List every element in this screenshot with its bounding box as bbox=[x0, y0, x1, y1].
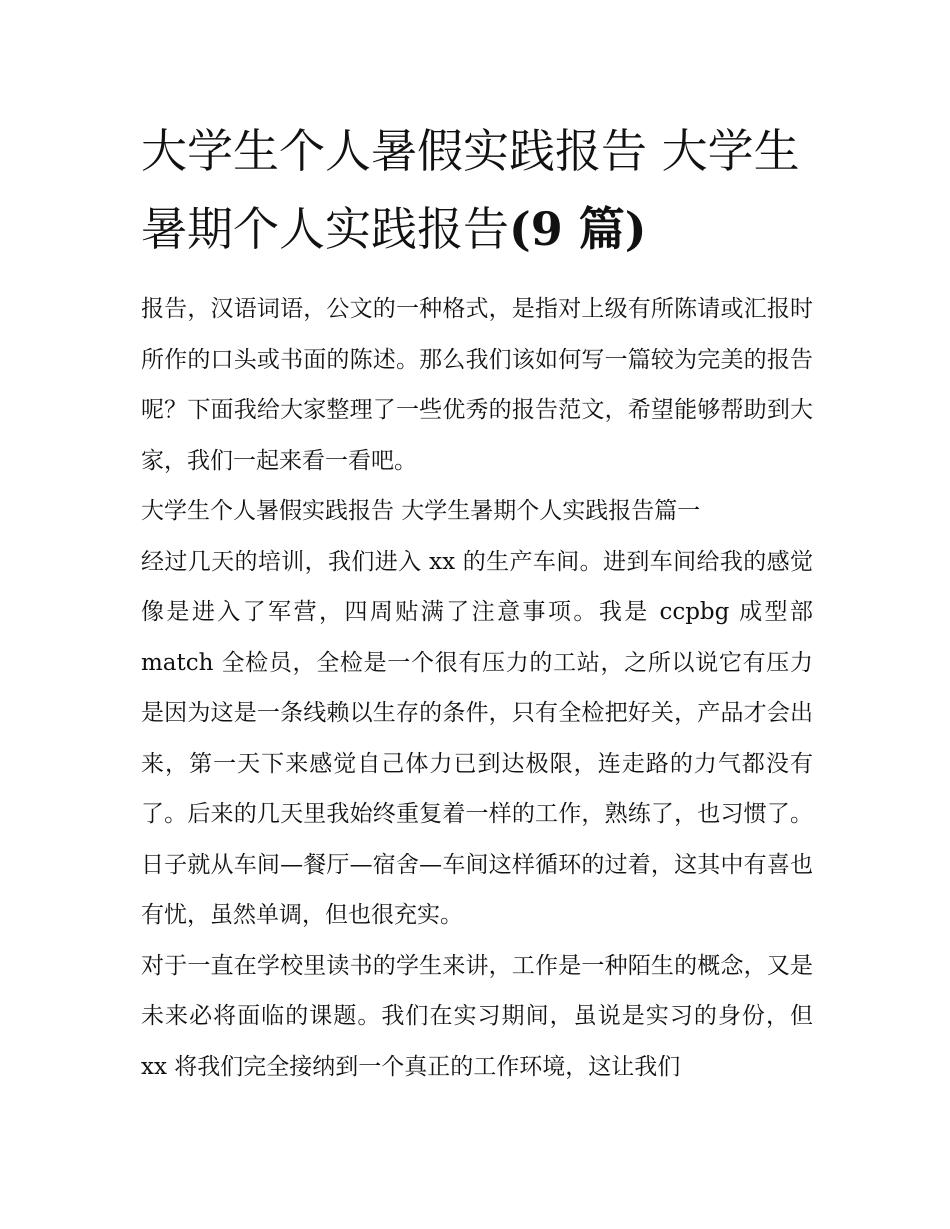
intro-paragraph: 报告，汉语词语，公文的一种格式，是指对上级有所陈请或汇报时所作的口头或书面的陈述。那么我们该如何写一篇较为完美的报告呢？下面我给大家整理了一些优秀的报告范文，希望能够帮助到大家，我们一起来看一看吧。 bbox=[141, 296, 813, 474]
body-paragraph: 对于一直在学校里读书的学生来讲，工作是一种陌生的概念，又是未来必将面临的课题。我们在实习期间，虽说是实习的身份，但 xx 将我们完全接纳到一个真正的工作环境，这让我们 bbox=[141, 952, 813, 1080]
section-heading: 大学生个人暑假实践报告 大学生暑期个人实践报告篇一 bbox=[141, 498, 701, 524]
body-paragraph: 经过几天的培训，我们进入 xx 的生产车间。进到车间给我的感觉像是进入了军营，四周贴满了注意事项。我是 ccpbg 成型部 match 全检员，全检是一个很有压力的工站，之所以说它有压力是因为这是一条线赖以生存的条件，只有全检把好关，产品才会出来，第一天下来感觉自己体力已到达极限，连走路的力气都没有了。后来的几天里我始终重复着一样的工作，熟练了，也习惯了。日子就从车间—餐厅—宿舍—车间这样循环的过着，这其中有喜也有忧，虽然单调，但也很充实。 bbox=[141, 548, 813, 928]
title-suffix: (9 篇) bbox=[509, 202, 647, 256]
title-main: 大学生个人暑假实践报告 大学生暑期个人实践报告 bbox=[141, 124, 800, 256]
document-body bbox=[141, 112, 813, 1092]
document-title bbox=[141, 112, 813, 268]
